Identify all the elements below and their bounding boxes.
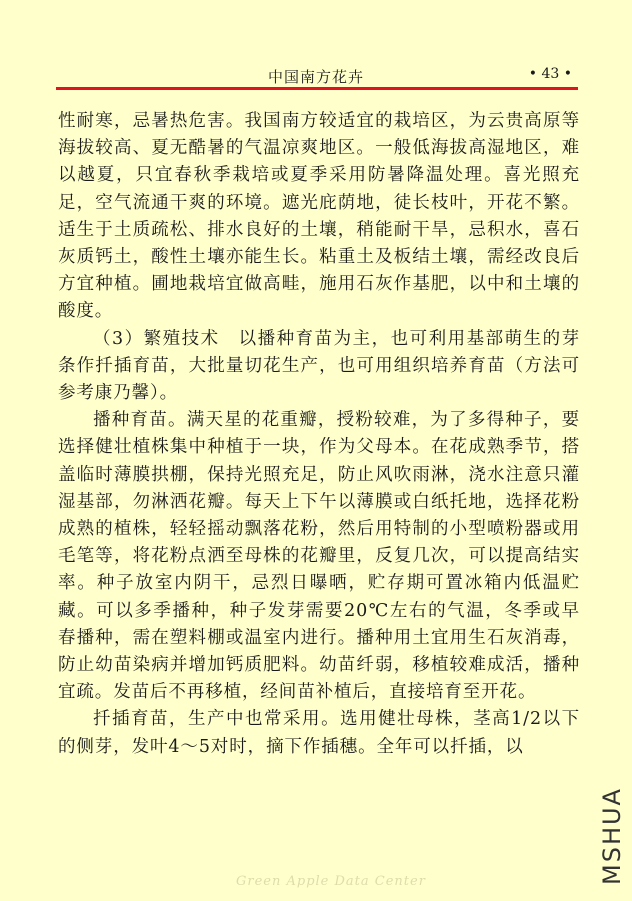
side-watermark: MSHUA <box>598 787 626 885</box>
footer-watermark: Green Apple Data Center <box>236 874 426 889</box>
page-number: • 43 • <box>528 66 572 82</box>
book-title: 中国南方花卉 <box>268 68 365 86</box>
page-body <box>58 108 580 761</box>
running-header <box>56 62 576 88</box>
paragraph-continuation: 性耐寒，忌暑热危害。我国南方较适宜的栽培区，为云贵高原等海拔较高、夏无酷暑的气温凉爽地区。一般低海拔高湿地区，难以越夏，只宜春秋季栽培或夏季采用防暑降温处理。喜光照充足，空气流通干爽的环境。遮光庇荫地，徒长枝叶，开花不繁。适生于土质疏松、排水良好的土壤，稍能耐干旱，忌积水，喜石灰质钙土，酸性土壤亦能生长。粘重土及板结土壤，需经改良后方宜种植。圃地栽培宜做高畦，施用石灰作基肥，以中和土壤的酸度。 <box>58 111 580 322</box>
paragraph-cutting: 扦插育苗，生产中也常采用。选用健壮母株，茎高1/2以下的侧芽，发叶4～5对时，摘下作插穗。全年可以扦插，以 <box>58 709 580 757</box>
paragraph-seed-sowing: 播种育苗。满天星的花重瓣，授粉较难，为了多得种子，要选择健壮植株集中种植于一块，作为父母本。在花成熟季节，搭盖临时薄膜拱棚，保持光照充足，防止风吹雨淋，浇水注意只灌湿基部，勿淋洒花瓣。每天上下午以薄膜或白纸托地，选择花粉成熟的植株，轻轻摇动飘落花粉，然后用特制的小型喷粉器或用毛笔等，将花粉点洒至母株的花瓣里，反复几次，可以提高结实率。种子放室内阴干，忌烈日曝晒，贮存期可置冰箱内低温贮藏。可以多季播种，种子发芽需要20℃左右的气温，冬季或早春播种，需在塑料棚或温室内进行。播种用土宜用生石灰消毒，防止幼苗染病并增加钙质肥料。幼苗纤弱，移植较难成活，播种宜疏。发苗后不再移植，经间苗补植后，直接培育至开花。 <box>58 410 580 703</box>
header-divider <box>56 87 578 90</box>
paragraph-propagation: （3）繁殖技术 以播种育苗为主，也可利用基部萌生的芽条作扦插育苗，大批量切花生产，也可用组织培养育苗（方法可参考康乃馨）。 <box>58 328 580 404</box>
